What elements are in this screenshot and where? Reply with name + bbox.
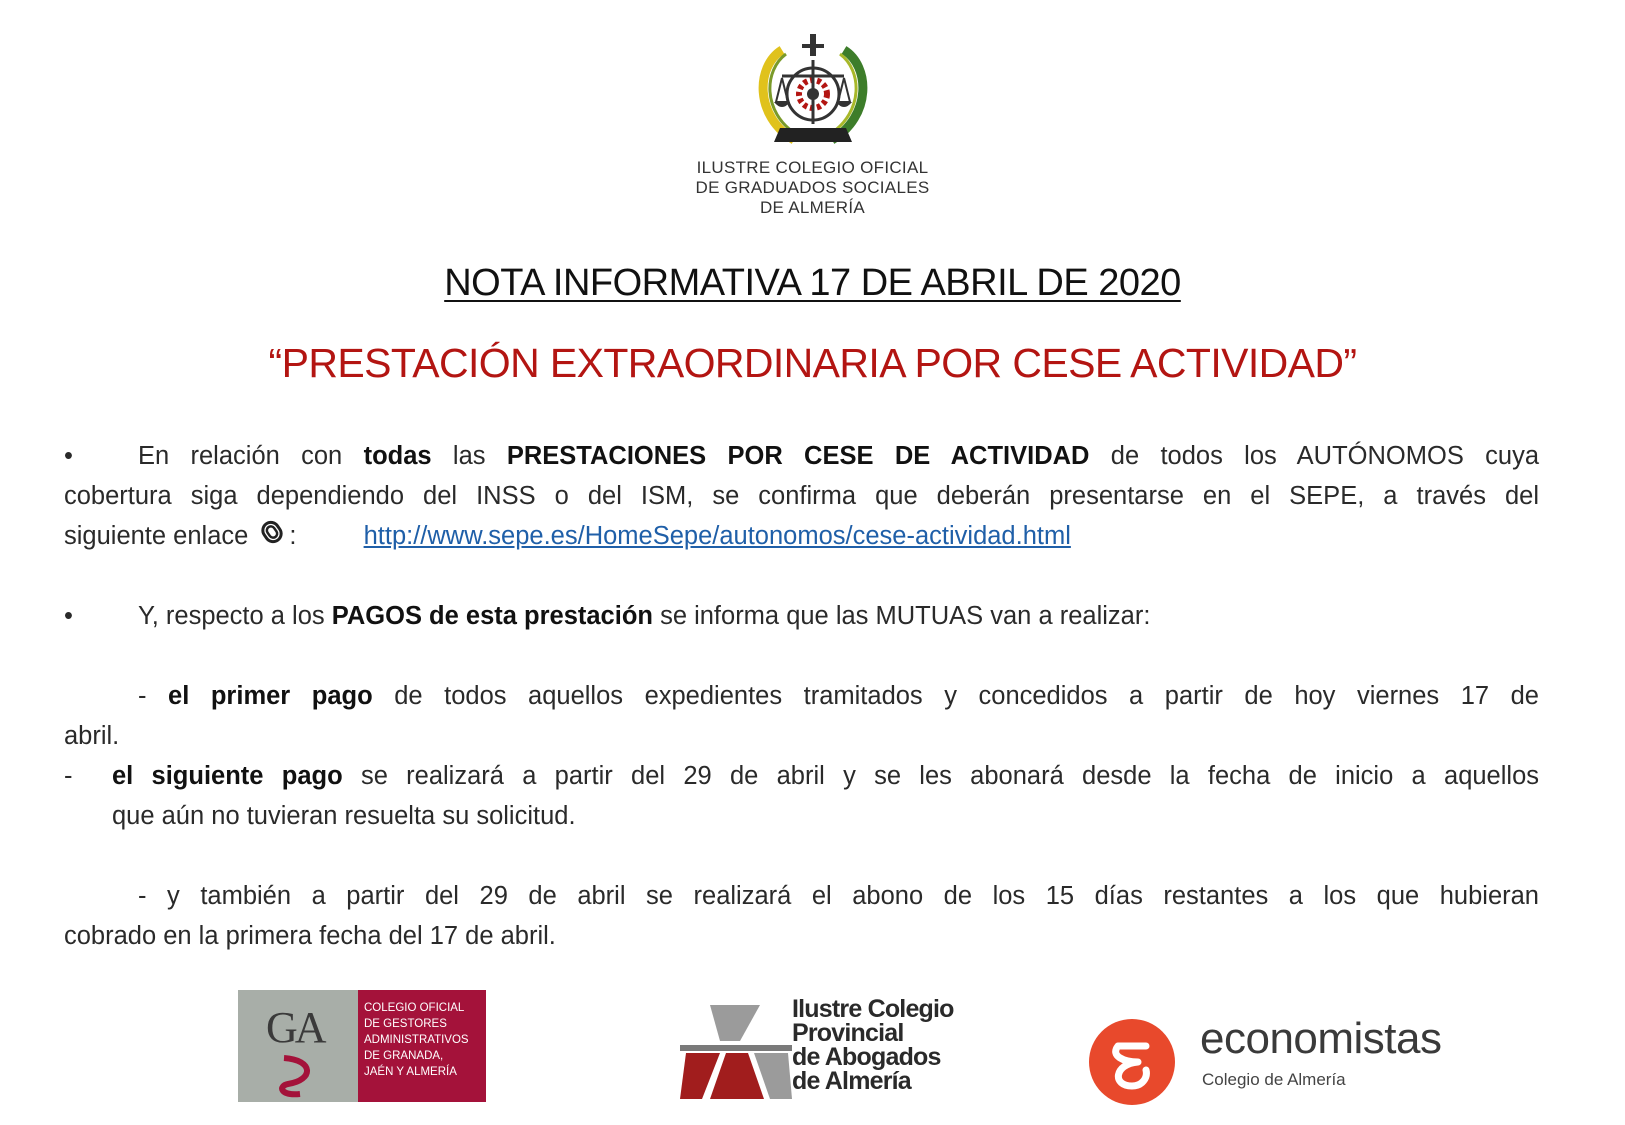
economistas-subtitle: Colegio de Almería [1202,1070,1346,1089]
paragraph-line [112,756,1539,796]
abogados-line: de Almería [792,1067,911,1095]
org-name-line: DE ALMERÍA [759,198,866,217]
paragraph-line: cobrado en la primera fecha del 17 de abril. [64,922,556,950]
page-subtitle: “PRESTACIÓN EXTRAORDINARIA POR CESE ACTIVIDAD” [268,340,1357,386]
bullet: • [64,442,73,470]
text: siguiente enlace [64,522,249,550]
bold-text: PAGOS de esta prestación [331,602,653,630]
gestores-swoosh-icon [274,1054,334,1098]
paragraph-siguiente-pago [64,756,1539,836]
page-title [0,262,1625,305]
paragraph-line: que aún no tuvieran resuelta su solicitud. [112,802,576,830]
org-name-line: ILUSTRE COLEGIO OFICIAL [696,158,929,177]
bold-text: el primer pago [168,682,373,710]
dash-list-item [64,756,1539,836]
gestores-line: JAÉN Y ALMERÍA [364,1066,457,1078]
bold-text: todas [363,442,432,470]
text: las [452,442,486,470]
abogados-line: de Abogados [792,1043,941,1071]
paragraph-line: abril. [64,722,120,750]
text: En relación con [138,442,343,470]
org-name-line: DE GRADUADOS SOCIALES [695,178,930,197]
economistas-logo [1088,1010,1468,1106]
text: : [289,522,297,550]
abogados-line: Provincial [792,1019,904,1047]
economistas-name: economistas [1200,1014,1442,1063]
paragraph-abono [64,876,1539,956]
abogados-text [792,997,962,1093]
paperclip-icon [259,517,285,557]
page-title-text: NOTA INFORMATIVA 17 DE ABRIL DE 2020 [444,262,1181,304]
paragraph-sepe [64,436,1539,557]
colegio-emblem-logo [752,32,874,160]
sepe-link[interactable]: http://www.sepe.es/HomeSepe/autonomos/cese-actividad.html [363,522,1071,550]
paragraph-line [64,436,1539,476]
text: - y también a partir del 29 de abril se realizará el abono de los 15 días restantes a los que hubieran [138,882,1539,910]
abogados-logo [680,995,960,1103]
gestores-text [364,1000,484,1080]
abogados-line: Ilustre Colegio [792,995,954,1023]
paragraph-primer-pago [64,676,1539,756]
org-name [640,158,985,218]
text: Y, respecto a los [138,602,325,630]
text: se realizará a partir del 29 de abril y se les abonará desde la fecha de inicio a aquellos [360,762,1539,790]
gestores-line: COLEGIO OFICIAL [364,1002,465,1014]
paragraph-line [64,516,1539,557]
bold-text: el siguiente pago [112,762,343,790]
bold-text: PRESTACIONES POR CESE DE ACTIVIDAD [506,442,1090,470]
gestores-line: DE GRANADA, [364,1050,444,1062]
paragraph-line [64,876,1539,916]
text: de todos aquellos expedientes tramitados y concedidos a partir de hoy viernes 17 de [394,682,1539,710]
gestores-monogram: GA [266,1003,324,1052]
abogados-emblem-icon [680,1003,792,1103]
dash: - [138,682,147,710]
paragraph-line [64,676,1539,716]
economistas-emblem-icon [1088,1018,1176,1106]
gestores-line: DE GESTORES [364,1018,447,1030]
paragraph-line: cobertura siga dependiendo del INSS o del ISM, se confirma que deberán presentarse en el SEPE, a través del [64,482,1539,510]
dash: - [64,762,73,790]
bullet: • [64,602,73,630]
text: se informa que las MUTUAS van a realizar: [660,602,1151,630]
text: de todos los AUTÓNOMOS cuya [1110,442,1540,470]
paragraph-pagos [64,596,1539,636]
gestores-line: ADMINISTRATIVOS [364,1034,469,1046]
gestores-logo [238,990,486,1102]
